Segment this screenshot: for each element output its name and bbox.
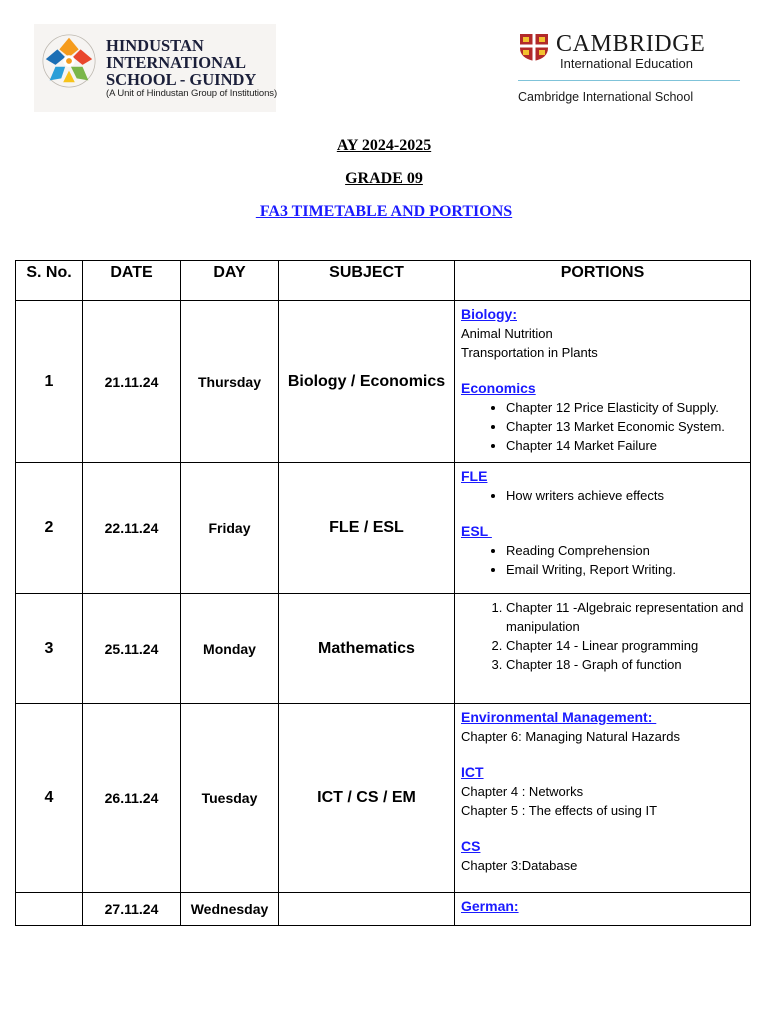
row-day: Tuesday — [181, 704, 279, 893]
row-portions — [455, 463, 751, 594]
school-tagline: (A Unit of Hindustan Group of Institutions) — [106, 88, 278, 99]
school-name-line2: INTERNATIONAL — [106, 53, 246, 72]
cambridge-title: CAMBRIDGE — [556, 31, 706, 57]
row-date: 26.11.24 — [83, 704, 181, 893]
cambridge-shield-icon — [518, 32, 550, 62]
school-emblem-icon — [40, 32, 98, 90]
section-heading-cs: CS — [461, 838, 481, 854]
portion-line: Chapter 5 : The effects of using IT — [461, 803, 658, 818]
school-name-line3: SCHOOL - GUINDY — [106, 70, 257, 89]
row-day: Wednesday — [181, 893, 279, 926]
list-item: • Chapter 12 Price Elasticity of Supply. — [506, 398, 744, 417]
row-day: Monday — [181, 594, 279, 704]
portion-line: Chapter 6: Managing Natural Hazards — [461, 729, 680, 744]
table-row — [16, 893, 751, 926]
row-subject: Mathematics — [279, 594, 455, 704]
row-sno: 4 — [16, 704, 83, 893]
section-heading-esl: ESL — [461, 523, 492, 539]
list-item: • Email Writing, Report Writing. — [506, 560, 744, 579]
section-heading-ict: ICT — [461, 764, 484, 780]
list-item: • Reading Comprehension — [506, 541, 744, 560]
row-subject — [279, 893, 455, 926]
list-item: • Chapter 13 Market Economic System. — [506, 417, 744, 436]
portion-bullet-list — [461, 486, 744, 505]
table-row — [16, 463, 751, 594]
row-date: 21.11.24 — [83, 301, 181, 463]
list-item: • Chapter 14 Market Failure — [506, 436, 744, 455]
row-portions — [455, 594, 751, 704]
section-heading-german: German: — [461, 898, 519, 914]
cambridge-subtitle: International Education — [560, 56, 693, 71]
section-heading-economics: Economics — [461, 380, 536, 396]
cambridge-school-label: Cambridge International School — [518, 90, 694, 104]
cambridge-divider — [518, 80, 740, 81]
header-portions: PORTIONS — [455, 261, 751, 301]
grade-title: GRADE 09 — [345, 170, 423, 187]
table-row — [16, 704, 751, 893]
table-row — [16, 594, 751, 704]
portion-bullet-list — [461, 541, 744, 579]
portion-numbered-list — [461, 598, 744, 674]
row-sno — [16, 893, 83, 926]
row-subject: FLE / ESL — [279, 463, 455, 594]
school-name — [106, 37, 277, 100]
cambridge-logo — [516, 30, 742, 110]
row-sno: 1 — [16, 301, 83, 463]
row-date: 22.11.24 — [83, 463, 181, 594]
portion-bullet-list — [461, 398, 744, 455]
row-portions — [455, 301, 751, 463]
row-sno: 2 — [16, 463, 83, 594]
row-portions — [455, 893, 751, 926]
portion-line: Animal Nutrition — [461, 326, 553, 341]
timetable — [15, 260, 751, 926]
section-heading-environmental-management: Environmental Management: — [461, 709, 657, 725]
header-date: DATE — [83, 261, 181, 301]
row-date: 25.11.24 — [83, 594, 181, 704]
section-heading-biology: Biology: — [461, 306, 517, 322]
section-heading-fle: FLE — [461, 468, 488, 484]
header-sno: S. No. — [16, 261, 83, 301]
row-sno: 3 — [16, 594, 83, 704]
school-logo — [34, 24, 276, 112]
row-portions — [455, 704, 751, 893]
table-header-row — [16, 261, 751, 301]
row-day: Thursday — [181, 301, 279, 463]
list-item: 2. Chapter 14 - Linear programming — [506, 636, 744, 655]
portion-line: Transportation in Plants — [461, 345, 598, 360]
portion-line: Chapter 3:Database — [461, 858, 578, 873]
row-date: 27.11.24 — [83, 893, 181, 926]
list-item: 3. Chapter 18 - Graph of function — [506, 655, 744, 674]
row-subject: ICT / CS / EM — [279, 704, 455, 893]
list-item: • How writers achieve effects — [506, 486, 744, 505]
academic-year: AY 2024-2025 — [336, 137, 432, 154]
header-subject: SUBJECT — [279, 261, 455, 301]
row-day: Friday — [181, 463, 279, 594]
row-subject: Biology / Economics — [279, 301, 455, 463]
portion-line: Chapter 4 : Networks — [461, 784, 584, 799]
list-item: 1. Chapter 11 -Algebraic representation and manipulation — [506, 598, 744, 636]
header-day: DAY — [181, 261, 279, 301]
school-name-line1: HINDUSTAN — [106, 36, 204, 55]
table-row — [16, 301, 751, 463]
timetable-heading: FA3 TIMETABLE AND PORTIONS — [255, 203, 513, 220]
